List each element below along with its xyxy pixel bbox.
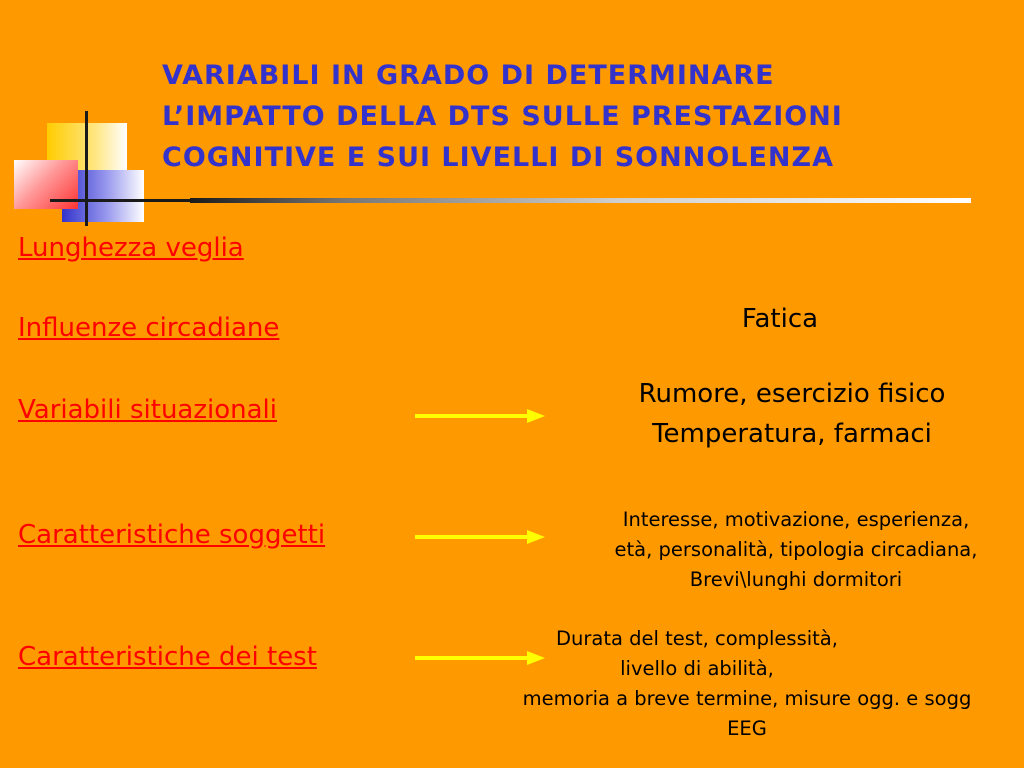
text-line: livello di abilità,: [620, 657, 774, 680]
arrow-right-icon: [415, 407, 545, 425]
arrow-right-icon: [415, 528, 545, 546]
logo-horizontal-line: [50, 199, 200, 202]
text-line: Interesse, motivazione, esperienza,: [622, 508, 970, 531]
text-line: Temperatura, farmaci: [652, 419, 932, 449]
text-caratteristiche-soggetti: [566, 505, 1024, 595]
link-caratteristiche-test[interactable]: Caratteristiche dei test: [18, 642, 317, 672]
logo-vertical-line: [85, 111, 88, 226]
title-line-3: COGNITIVE E SUI LIVELLI DI SONNOLENZA: [162, 142, 835, 173]
text-line: Durata del test, complessità,: [556, 627, 838, 650]
text-line: memoria a breve termine, misure ogg. e sogg: [522, 687, 972, 710]
link-influenze-circadiane[interactable]: Influenze circadiane: [18, 313, 280, 343]
text-variabili-situazionali: [582, 374, 1002, 454]
slide-title: [162, 55, 982, 178]
text-caratteristiche-test: [470, 624, 1024, 744]
link-variabili-situazionali[interactable]: Variabili situazionali: [18, 395, 277, 425]
text-line: Brevi\lunghi dormitori: [689, 568, 903, 591]
title-line-2: L’IMPATTO DELLA DTS SULLE PRESTAZIONI: [162, 101, 843, 132]
link-caratteristiche-soggetti[interactable]: Caratteristiche soggetti: [18, 520, 326, 550]
text-line: Rumore, esercizio fisico: [638, 379, 946, 409]
text-fatica: Fatica: [741, 304, 819, 334]
title-line-1: VARIABILI IN GRADO DI DETERMINARE: [162, 60, 775, 91]
title-underline-divider: [190, 198, 971, 203]
link-lunghezza-veglia[interactable]: Lunghezza veglia: [18, 233, 244, 263]
text-line: EEG: [727, 717, 767, 740]
text-line: età, personalità, tipologia circadiana,: [614, 538, 978, 561]
